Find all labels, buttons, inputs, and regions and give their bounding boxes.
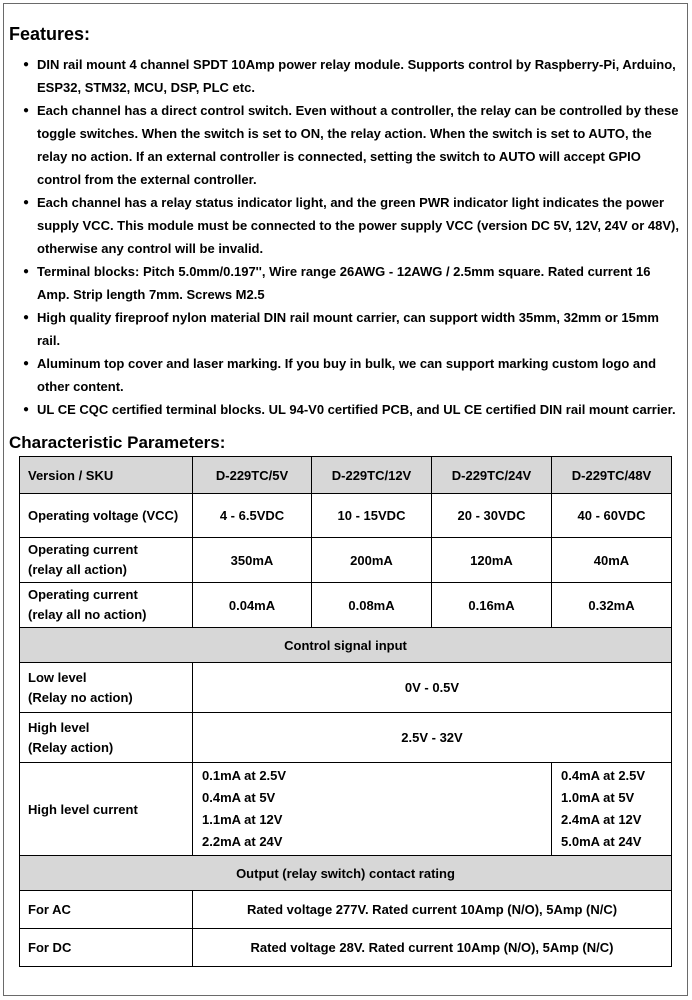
bullet-icon: ● [23, 266, 30, 277]
feature-text: Each channel has a relay status indicator light, and the green PWR indicator light indicates the power supply VCC. This module must be connected to the power supply VCC (version DC 5V, 12V, 24V or 48V), otherwise any control will be invalid. [37, 195, 679, 256]
section-header-cell: Control signal input [20, 628, 672, 663]
feature-text: High quality fireproof nylon material DIN rail mount carrier, can support width 35mm, 32mm or 15mm rail. [37, 310, 659, 348]
row-label-cell: For AC [20, 891, 193, 929]
for-ac-row [20, 891, 672, 929]
row-label-line: Operating current [28, 542, 138, 557]
value-cell: Rated voltage 28V. Rated current 10Amp (N/O), 5Amp (N/C) [193, 929, 672, 967]
row-label-line: Low level [28, 669, 87, 685]
row-label-line: (relay all no action) [28, 607, 147, 622]
row-label-line: (relay all action) [28, 562, 127, 577]
feature-item [4, 260, 683, 306]
operating-current-no-action-row [20, 583, 672, 628]
value-line: 0.4mA at 2.5V [561, 768, 646, 783]
value-line: 1.0mA at 5V [561, 790, 635, 805]
value-line: 2.2mA at 24V [202, 834, 283, 849]
datasheet-page [3, 3, 688, 996]
feature-item [4, 306, 683, 352]
row-label-cell [20, 583, 193, 628]
value-cell: 2.5V - 32V [193, 713, 672, 763]
row-label-cell [20, 713, 193, 763]
row-label-line: High level [28, 719, 90, 735]
feature-item [4, 53, 683, 99]
operating-current-action-row [20, 538, 672, 583]
feature-text: Aluminum top cover and laser marking. If you buy in bulk, we can support marking custom logo and other content. [37, 356, 657, 394]
feature-text: Terminal blocks: Pitch 5.0mm/0.197'', Wire range 26AWG - 12AWG / 2.5mm square. Rated current 16 Amp. Strip length 7mm. Screws M2.5 [37, 264, 651, 302]
value-cell: 350mA [193, 538, 312, 583]
value-cell: 0.04mA [193, 583, 312, 628]
feature-text: UL CE CQC certified terminal blocks. UL 94-V0 certified PCB, and UL CE certified DIN rail mount carrier. [37, 402, 676, 417]
feature-item [4, 99, 683, 191]
feature-text: DIN rail mount 4 channel SPDT 10Amp power relay module. Supports control by Raspberry-Pi, Arduino, ESP32, STM32, MCU, DSP, PLC etc. [37, 57, 676, 95]
features-list [4, 53, 687, 421]
bullet-icon: ● [23, 59, 30, 70]
parameters-table [19, 456, 672, 967]
row-label-cell: Operating voltage (VCC) [20, 494, 193, 538]
low-level-row [20, 663, 672, 713]
row-label-cell: High level current [20, 763, 193, 856]
for-dc-row [20, 929, 672, 967]
high-level-row [20, 713, 672, 763]
value-cell: 40 - 60VDC [552, 494, 672, 538]
feature-item [4, 398, 683, 421]
row-label-line: Operating current [28, 587, 138, 602]
parameters-heading: Characteristic Parameters: [9, 433, 226, 452]
table-header-row [20, 457, 672, 494]
value-cell: 4 - 6.5VDC [193, 494, 312, 538]
value-cell: 200mA [312, 538, 432, 583]
row-label-line: (Relay action) [28, 739, 114, 755]
bullet-icon: ● [23, 105, 30, 116]
value-cell: 0V - 0.5V [193, 663, 672, 713]
output-rating-section-row [20, 856, 672, 891]
value-cell: 0.16mA [432, 583, 552, 628]
bullet-icon: ● [23, 197, 30, 208]
bullet-icon: ● [23, 358, 30, 369]
operating-voltage-row [20, 494, 672, 538]
value-cell: 0.08mA [312, 583, 432, 628]
value-cell [552, 763, 672, 856]
high-level-current-row [20, 763, 672, 856]
control-signal-section-row [20, 628, 672, 663]
bullet-icon: ● [23, 404, 30, 415]
row-label-cell [20, 538, 193, 583]
value-line: 0.1mA at 2.5V [202, 768, 287, 783]
feature-item [4, 352, 683, 398]
column-header-cell: D-229TC/48V [552, 457, 672, 494]
value-cell: 120mA [432, 538, 552, 583]
value-line: 5.0mA at 24V [561, 834, 642, 849]
row-label-line: (Relay no action) [28, 689, 133, 705]
row-label-cell: For DC [20, 929, 193, 967]
value-cell: 10 - 15VDC [312, 494, 432, 538]
value-cell: 20 - 30VDC [432, 494, 552, 538]
features-heading: Features: [9, 24, 91, 44]
feature-item [4, 191, 683, 260]
value-line: 2.4mA at 12V [561, 812, 642, 827]
column-header-cell: D-229TC/5V [193, 457, 312, 494]
value-cell: 40mA [552, 538, 672, 583]
value-cell: 0.32mA [552, 583, 672, 628]
value-line: 1.1mA at 12V [202, 812, 283, 827]
column-header-cell: D-229TC/12V [312, 457, 432, 494]
row-label-cell [20, 663, 193, 713]
bullet-icon: ● [23, 312, 30, 323]
value-cell: Rated voltage 277V. Rated current 10Amp (N/O), 5Amp (N/C) [193, 891, 672, 929]
column-header-cell: Version / SKU [20, 457, 193, 494]
value-cell [193, 763, 552, 856]
feature-text: Each channel has a direct control switch. Even without a controller, the relay can be controlled by these toggle switches. When the switch is set to ON, the relay action. When the switch is set to AUTO, the relay no action. If an external controller is connected, setting the switch to AUTO will accept GPIO control from the external controller. [37, 103, 679, 187]
value-line: 0.4mA at 5V [202, 790, 276, 805]
column-header-cell: D-229TC/24V [432, 457, 552, 494]
section-header-cell: Output (relay switch) contact rating [20, 856, 672, 891]
